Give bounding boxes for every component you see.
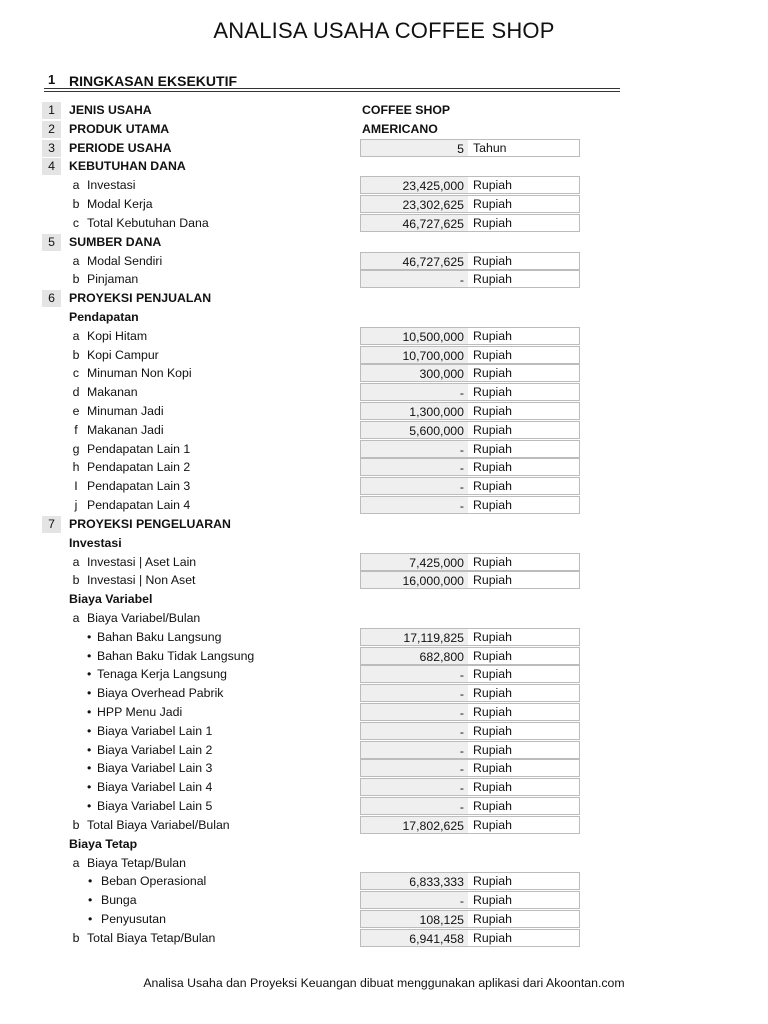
unit-label: Rupiah bbox=[473, 460, 512, 475]
unit-label: Rupiah bbox=[473, 705, 512, 719]
item-label: Tenaga Kerja Langsung bbox=[97, 667, 227, 682]
bullet-icon: • bbox=[88, 874, 93, 889]
bullet-icon: • bbox=[87, 705, 92, 719]
table-row bbox=[0, 722, 768, 741]
item-label: Bunga bbox=[101, 893, 137, 908]
value-cell[interactable]: 17,119,825 bbox=[360, 628, 468, 646]
item-letter: c bbox=[72, 215, 80, 230]
unit-label: Rupiah bbox=[473, 573, 512, 588]
value-cell[interactable]: 300,000 bbox=[360, 364, 468, 382]
table-row bbox=[0, 665, 768, 684]
row-number: 2 bbox=[42, 121, 61, 138]
value-cell[interactable]: - bbox=[360, 759, 468, 777]
row-number: 7 bbox=[42, 516, 61, 533]
item-letter: a bbox=[72, 253, 80, 268]
unit-label: Rupiah bbox=[473, 366, 512, 381]
item-label: Total Biaya Tetap/Bulan bbox=[87, 930, 216, 945]
item-letter: j bbox=[74, 498, 78, 513]
item-letter: a bbox=[72, 610, 80, 625]
unit-label: Rupiah bbox=[473, 911, 512, 926]
bullet-icon: • bbox=[87, 799, 92, 814]
item-label: Bahan Baku Tidak Langsung bbox=[97, 648, 255, 663]
item-label: Bahan Baku Langsung bbox=[97, 629, 222, 644]
value-cell[interactable]: - bbox=[360, 797, 468, 815]
section-underline-double bbox=[44, 91, 620, 92]
item-label: Kopi Campur bbox=[87, 347, 159, 362]
row-label: KEBUTUHAN DANA bbox=[69, 159, 186, 174]
unit-label: Rupiah bbox=[473, 780, 512, 795]
item-letter: b bbox=[72, 817, 80, 832]
value-cell[interactable]: 6,833,333 bbox=[360, 872, 468, 890]
value-cell[interactable]: - bbox=[360, 477, 468, 495]
section-underline bbox=[44, 88, 620, 89]
table-row bbox=[0, 289, 768, 308]
table-row bbox=[0, 891, 768, 910]
bullet-icon: • bbox=[87, 686, 92, 701]
value-cell[interactable]: - bbox=[360, 458, 468, 476]
section-number: 1 bbox=[48, 72, 56, 87]
table-row bbox=[0, 402, 768, 421]
item-letter: g bbox=[72, 441, 80, 456]
table-row bbox=[0, 120, 768, 139]
table-row bbox=[0, 252, 768, 271]
table-row bbox=[0, 157, 768, 176]
item-label: Minuman Jadi bbox=[87, 404, 164, 418]
row-value: COFFEE SHOP bbox=[362, 103, 451, 117]
unit-label: Rupiah bbox=[473, 893, 512, 908]
unit-label: Rupiah bbox=[473, 253, 512, 268]
item-label: Modal Sendiri bbox=[87, 253, 163, 268]
subsection-label: Investasi bbox=[69, 535, 122, 550]
table-row bbox=[0, 534, 768, 553]
item-letter: b bbox=[72, 930, 80, 945]
row-number: 6 bbox=[42, 290, 61, 307]
unit-label: Rupiah bbox=[473, 554, 512, 569]
table-row bbox=[0, 703, 768, 722]
item-label: Biaya Overhead Pabrik bbox=[97, 686, 224, 701]
item-letter: b bbox=[72, 272, 80, 287]
table-row bbox=[0, 421, 768, 440]
value-cell[interactable]: - bbox=[360, 440, 468, 458]
unit-label: Rupiah bbox=[473, 441, 512, 456]
row-number: 1 bbox=[42, 102, 61, 119]
value-cell[interactable]: 17,802,625 bbox=[360, 816, 468, 834]
item-letter: a bbox=[72, 554, 80, 569]
table-row bbox=[0, 571, 768, 590]
value-cell[interactable]: 10,500,000 bbox=[360, 327, 468, 345]
table-row bbox=[0, 854, 768, 873]
bullet-icon: • bbox=[87, 648, 92, 663]
unit-label: Rupiah bbox=[473, 272, 512, 287]
bullet-icon: • bbox=[87, 667, 92, 682]
item-letter: d bbox=[72, 385, 80, 400]
item-label: Makanan Jadi bbox=[87, 422, 164, 437]
table-row bbox=[0, 741, 768, 760]
value-cell[interactable]: - bbox=[360, 741, 468, 759]
item-label: Pinjaman bbox=[87, 272, 139, 287]
table-row bbox=[0, 458, 768, 477]
table-row bbox=[0, 684, 768, 703]
row-number: 3 bbox=[42, 140, 61, 157]
value-cell[interactable]: 6,941,458 bbox=[360, 929, 468, 947]
footer-note: Analisa Usaha dan Proyeksi Keuangan dibuat menggunakan aplikasi dari Akoontan.com bbox=[143, 976, 625, 990]
table-row bbox=[0, 553, 768, 572]
row-label: PROYEKSI PENJUALAN bbox=[69, 291, 212, 306]
section-header bbox=[44, 70, 620, 90]
unit-label: Rupiah bbox=[473, 197, 512, 212]
item-letter: I bbox=[74, 479, 78, 494]
unit-label: Rupiah bbox=[473, 404, 512, 418]
bullet-icon: • bbox=[87, 780, 92, 795]
table-row bbox=[0, 515, 768, 534]
item-letter: b bbox=[72, 347, 80, 362]
item-letter: e bbox=[72, 404, 80, 418]
value-cell[interactable]: 23,302,625 bbox=[360, 195, 468, 213]
item-letter: a bbox=[72, 328, 80, 343]
item-letter: a bbox=[72, 178, 80, 193]
row-number: 5 bbox=[42, 234, 61, 251]
table-row bbox=[0, 308, 768, 327]
unit-label: Rupiah bbox=[473, 799, 512, 814]
item-label: Biaya Variabel Lain 3 bbox=[97, 761, 213, 776]
bullet-icon: • bbox=[87, 629, 92, 644]
item-label: Kopi Hitam bbox=[87, 328, 148, 343]
subsection-label: Biaya Tetap bbox=[69, 836, 138, 851]
table-row bbox=[0, 195, 768, 214]
unit-label: Rupiah bbox=[473, 178, 512, 193]
item-label: Pendapatan Lain 1 bbox=[87, 441, 191, 456]
table-row bbox=[0, 139, 768, 158]
value-cell[interactable]: 10,700,000 bbox=[360, 346, 468, 364]
table-row bbox=[0, 835, 768, 854]
item-label: Biaya Variabel Lain 2 bbox=[97, 742, 213, 757]
table-row bbox=[0, 327, 768, 346]
item-label: Biaya Variabel Lain 5 bbox=[97, 799, 213, 814]
page-title: ANALISA USAHA COFFEE SHOP bbox=[213, 18, 555, 43]
table-row bbox=[0, 176, 768, 195]
item-label: Biaya Variabel/Bulan bbox=[87, 610, 201, 625]
row-number: 4 bbox=[42, 158, 61, 175]
value-cell[interactable]: 5 bbox=[360, 139, 468, 157]
bullet-icon: • bbox=[87, 761, 92, 776]
value-cell[interactable]: 682,800 bbox=[360, 647, 468, 665]
unit-label: Rupiah bbox=[473, 874, 512, 889]
summary-table bbox=[0, 101, 768, 948]
value-cell[interactable]: 5,600,000 bbox=[360, 421, 468, 439]
unit-label: Tahun bbox=[473, 140, 507, 155]
item-label: Beban Operasional bbox=[101, 874, 207, 889]
bullet-icon: • bbox=[87, 742, 92, 757]
unit-label: Rupiah bbox=[473, 422, 512, 437]
unit-label: Rupiah bbox=[473, 479, 512, 494]
table-row bbox=[0, 364, 768, 383]
unit-label: Rupiah bbox=[473, 648, 512, 663]
table-row bbox=[0, 383, 768, 402]
item-label: Modal Kerja bbox=[87, 197, 153, 212]
table-row bbox=[0, 214, 768, 233]
item-label: Makanan bbox=[87, 385, 138, 400]
bullet-icon: • bbox=[87, 723, 92, 738]
table-row bbox=[0, 647, 768, 666]
table-row bbox=[0, 628, 768, 647]
table-row bbox=[0, 929, 768, 948]
table-row bbox=[0, 101, 768, 120]
row-label: PROYEKSI PENGELUARAN bbox=[69, 516, 231, 531]
unit-label: Rupiah bbox=[473, 215, 512, 230]
unit-label: Rupiah bbox=[473, 347, 512, 362]
unit-label: Rupiah bbox=[473, 629, 512, 644]
unit-label: Rupiah bbox=[473, 742, 512, 757]
unit-label: Rupiah bbox=[473, 328, 512, 343]
unit-label: Rupiah bbox=[473, 498, 512, 513]
item-letter: h bbox=[72, 460, 80, 475]
item-label: Pendapatan Lain 2 bbox=[87, 460, 191, 475]
table-row bbox=[0, 346, 768, 365]
item-letter: f bbox=[74, 422, 78, 437]
unit-label: Rupiah bbox=[473, 930, 512, 945]
value-cell[interactable]: - bbox=[360, 891, 468, 909]
item-letter: b bbox=[72, 573, 80, 588]
value-cell[interactable]: - bbox=[360, 383, 468, 401]
table-row bbox=[0, 910, 768, 929]
section-title: RINGKASAN EKSEKUTIF bbox=[69, 73, 238, 89]
table-row bbox=[0, 778, 768, 797]
value-cell[interactable]: 23,425,000 bbox=[360, 176, 468, 194]
value-cell[interactable]: - bbox=[360, 703, 468, 721]
item-label: Investasi | Aset Lain bbox=[87, 554, 197, 569]
bullet-icon: • bbox=[88, 911, 93, 926]
table-row bbox=[0, 797, 768, 816]
value-cell[interactable]: 16,000,000 bbox=[360, 571, 468, 589]
row-label: JENIS USAHA bbox=[69, 103, 152, 117]
item-label: Minuman Non Kopi bbox=[87, 366, 192, 381]
unit-label: Rupiah bbox=[473, 817, 512, 832]
item-label: Pendapatan Lain 4 bbox=[87, 498, 191, 513]
value-cell[interactable]: 7,425,000 bbox=[360, 553, 468, 571]
item-label: Biaya Variabel Lain 4 bbox=[97, 780, 213, 795]
item-letter: a bbox=[72, 855, 80, 870]
value-cell[interactable]: 46,727,625 bbox=[360, 252, 468, 270]
item-label: Pendapatan Lain 3 bbox=[87, 479, 191, 494]
value-cell[interactable]: 46,727,625 bbox=[360, 214, 468, 232]
table-row bbox=[0, 816, 768, 835]
table-row bbox=[0, 270, 768, 289]
item-label: Total Biaya Variabel/Bulan bbox=[87, 817, 230, 832]
item-letter: b bbox=[72, 197, 80, 212]
table-row bbox=[0, 496, 768, 515]
value-cell[interactable]: 108,125 bbox=[360, 910, 468, 928]
item-label: Biaya Variabel Lain 1 bbox=[97, 723, 213, 738]
value-cell[interactable]: - bbox=[360, 496, 468, 514]
unit-label: Rupiah bbox=[473, 667, 512, 682]
value-cell[interactable]: - bbox=[360, 778, 468, 796]
unit-label: Rupiah bbox=[473, 686, 512, 701]
item-label: Total Kebutuhan Dana bbox=[87, 215, 209, 230]
table-row bbox=[0, 440, 768, 459]
bullet-icon: • bbox=[88, 893, 93, 908]
value-cell[interactable]: 1,300,000 bbox=[360, 402, 468, 420]
table-row bbox=[0, 477, 768, 496]
table-row bbox=[0, 759, 768, 778]
item-label: HPP Menu Jadi bbox=[97, 705, 183, 719]
value-cell[interactable]: - bbox=[360, 684, 468, 702]
row-value: AMERICANO bbox=[362, 121, 438, 136]
subsection-label: Pendapatan bbox=[69, 309, 139, 324]
value-cell[interactable]: - bbox=[360, 722, 468, 740]
value-cell[interactable]: - bbox=[360, 665, 468, 683]
row-label: SUMBER DANA bbox=[69, 234, 162, 249]
item-label: Investasi | Non Aset bbox=[87, 573, 196, 588]
table-row bbox=[0, 233, 768, 252]
row-label: PRODUK UTAMA bbox=[69, 121, 170, 136]
item-label: Investasi bbox=[87, 178, 136, 193]
table-row bbox=[0, 872, 768, 891]
unit-label: Rupiah bbox=[473, 761, 512, 776]
unit-label: Rupiah bbox=[473, 723, 512, 738]
item-label: Penyusutan bbox=[101, 911, 166, 926]
item-label: Biaya Tetap/Bulan bbox=[87, 855, 186, 870]
subsection-label: Biaya Variabel bbox=[69, 592, 153, 607]
table-row bbox=[0, 590, 768, 609]
unit-label: Rupiah bbox=[473, 385, 512, 400]
value-cell[interactable]: - bbox=[360, 270, 468, 288]
table-row bbox=[0, 609, 768, 628]
item-letter: c bbox=[72, 366, 80, 381]
row-label: PERIODE USAHA bbox=[69, 140, 172, 155]
